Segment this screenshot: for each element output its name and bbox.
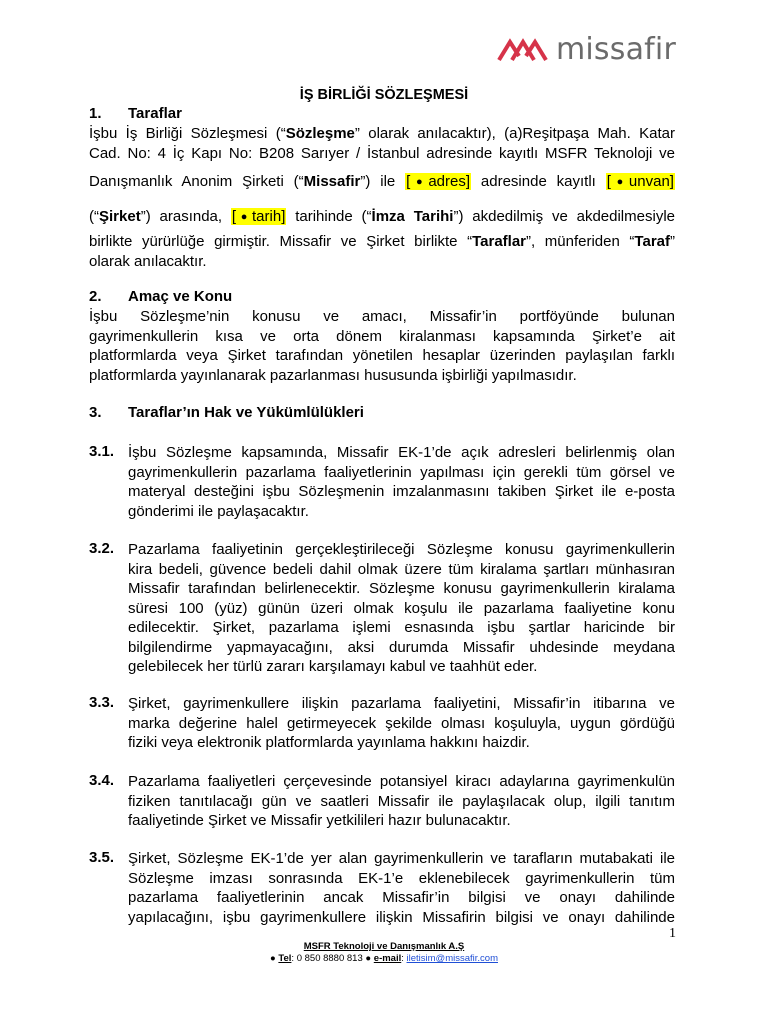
section-number: 2. bbox=[89, 288, 102, 305]
placeholder-address: [●adres] bbox=[406, 173, 471, 190]
text-line: gönderimi ile paylaşacaktır. bbox=[128, 502, 309, 520]
text-line: İşbu İş Birliği Sözleşmesi (“Sözleşme” olarak anılacaktır), (a)Reşitpaşa Mah. Katar bbox=[89, 125, 675, 142]
parties-paragraph-cont bbox=[89, 172, 675, 193]
text-line: İşbu Sözleşme’nin konusu ve amacı, Missafir’in portföyünde bulunan bbox=[89, 308, 675, 325]
parties-paragraph-cont2 bbox=[89, 207, 675, 228]
text-line: platformlarda yayınlanarak pazarlanması hususunda işbirliği yapılmasıdır. bbox=[89, 366, 577, 384]
text-line: Missafir tarafından belirlenecektir. Sözleşme konusu gayrimenkullerin kiralama bbox=[128, 580, 675, 597]
logo-text: missafir bbox=[555, 32, 676, 67]
text-line: platformlarda veya Şirket tarafından yönetilen hesaplar üzerinden paylaşılan farklı bbox=[89, 347, 675, 364]
text-line: yapılacağını, işbu gayrimenkullere ilişkin Missafirin bilgisi ve onayı dahilinde bbox=[128, 908, 675, 926]
clause-number: 3.4. bbox=[89, 772, 115, 789]
text-line: Şirket, Sözleşme EK-1’de yer alan gayrimenkullerin ve tarafların mutabakati ile bbox=[128, 850, 675, 867]
clause-text bbox=[128, 443, 675, 521]
clause-number: 3.3. bbox=[89, 694, 115, 711]
clause-text bbox=[128, 849, 675, 927]
clause-text bbox=[128, 540, 675, 677]
clause-number: 3.2. bbox=[89, 540, 115, 557]
page-number: 1 bbox=[669, 926, 676, 941]
text-line: bilgilendirme yapmayacağını, aksi durumda Missafir uhdesinde meydana bbox=[128, 638, 675, 656]
footer-contact: ● Tel: 0 850 8880 813 ● e-mail: iletisim@missafir.com bbox=[270, 953, 498, 964]
purpose-paragraph bbox=[89, 307, 675, 385]
clause-text bbox=[128, 694, 675, 753]
footer-company: MSFR Teknoloji ve Danışmanlık A.Ş bbox=[303, 941, 465, 952]
text-line: gayrimenkullerin kısa ve orta dönem kiralanması kapsamında Şirket’e ait bbox=[89, 327, 675, 345]
text-line: faaliyetinde Şirket ve Missafir yetkilileri hazır bulunacaktır. bbox=[128, 812, 511, 829]
text-line: edilecektir. Şirket, pazarlama işlemi esnasında işbu şartlar haricinde bir bbox=[128, 619, 675, 636]
text-line: Danışmanlık Anonim Şirketi (“Missafir”) ile [●adres] adresinde kayıtlı [●unvan] bbox=[89, 173, 674, 190]
bullet-icon: ● bbox=[365, 953, 372, 964]
tel-label: Tel bbox=[278, 953, 292, 964]
email-link[interactable]: iletisim@missafir.com bbox=[406, 953, 498, 964]
text-line: gayrimenkullerin pazarlama faaliyetlerinin yapılması için gerekli tüm görsel ve bbox=[128, 463, 675, 481]
text-line: birlikte yürürlüğe girmiştir. Missafir ve Şirket birlikte “Taraflar”, münferiden “Taraf” bbox=[89, 233, 675, 250]
text-line: gelebilecek her türlü zararı karşılamayı kabul ve taahhüt eder. bbox=[128, 658, 538, 675]
text-line: İşbu Sözleşme kapsamında, Missafir EK-1’de açık adresleri belirlenmiş olan bbox=[128, 444, 675, 461]
section-label: Taraflar bbox=[128, 105, 182, 122]
text-line: kira bedeli, güvence bedeli dahil olmak üzere tüm kiralama şartları münhasıran bbox=[128, 560, 675, 578]
section-label: Taraflar’ın Hak ve Yükümlülükleri bbox=[128, 404, 364, 421]
missafir-logo-icon bbox=[496, 37, 548, 63]
clause-number: 3.5. bbox=[89, 849, 115, 866]
section-number: 1. bbox=[89, 105, 102, 122]
text-line: Sözleşme imzası sonrasında EK-1’e eklenebilecek gayrimenkullerin tüm bbox=[128, 869, 675, 887]
tel-value: : 0 850 8880 813 bbox=[291, 953, 366, 964]
text-line: Pazarlama faaliyetinin gerçekleştirileceği Sözleşme konusu gayrimenkullerin bbox=[128, 541, 675, 558]
text-line: süresi 100 (yüz) günün üzeri olmak koşulu ile pazarlama faaliyetine konu bbox=[128, 599, 675, 617]
bullet-icon: ● bbox=[270, 953, 276, 964]
text-line: olarak anılacaktır. bbox=[89, 252, 207, 270]
missafir-logo bbox=[496, 32, 676, 67]
text-line: fiziki veya elektronik platformlarda yayınlama hakkını haizdir. bbox=[128, 734, 530, 751]
clause-number: 3.1. bbox=[89, 443, 115, 460]
text-line: materyal desteğini işbu Sözleşmenin imzalanmasını takiben Şirket ile e-posta bbox=[128, 483, 675, 500]
text-line: (“Şirket”) arasında, [●tarih] tarihinde (“İmza Tarihi”) akdedilmiş ve akdedilmesiyle bbox=[89, 208, 675, 225]
section-label: Amaç ve Konu bbox=[128, 288, 233, 305]
clause-text bbox=[128, 772, 675, 831]
placeholder-company-title: [●unvan] bbox=[606, 173, 674, 190]
document-title: İŞ BİRLİĞİ SÖZLEŞMESİ bbox=[299, 87, 469, 103]
text-line: Pazarlama faaliyetleri çerçevesinde potansiyel kiracı adaylarına gayrimenkulün bbox=[128, 773, 675, 790]
parties-paragraph bbox=[89, 124, 675, 163]
parties-paragraph-cont3 bbox=[89, 232, 675, 271]
placeholder-date: [●tarih] bbox=[231, 208, 286, 225]
text-line: pazarlama faaliyetlerinin ancak Missafir’in bilgisi ve onayı dahilinde bbox=[128, 889, 675, 906]
text-line: Şirket, gayrimenkullere ilişkin pazarlama faaliyetini, Missafir’in itibarına ve bbox=[128, 695, 675, 712]
text-line: fiziken tanıtılacağı gün ve saatleri Missafir ile paylaşılacak olup, ilgili tanıtım bbox=[128, 792, 675, 810]
email-label: e-mail bbox=[373, 953, 402, 964]
section-number: 3. bbox=[89, 404, 102, 421]
text-line: marka değerine halel getirmeyecek şekilde olması koşuluyla, uygun gördüğü bbox=[128, 714, 675, 732]
text-line: Cad. No: 4 İç Kapı No: B208 Sarıyer / İstanbul adresinde kayıtlı MSFR Teknoloji ve bbox=[89, 144, 675, 162]
